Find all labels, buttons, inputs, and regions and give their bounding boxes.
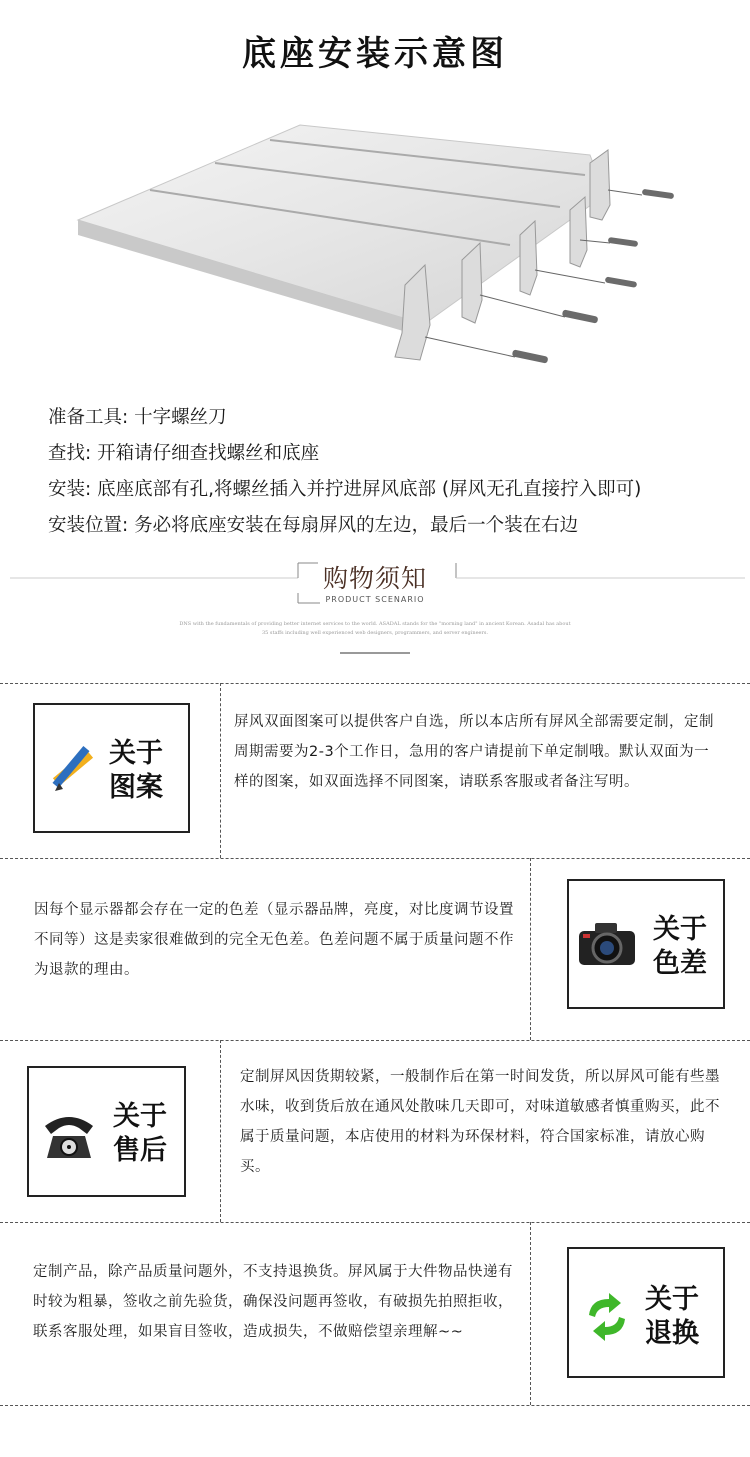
section-divider <box>0 1405 750 1406</box>
find-line: 查找: 开箱请仔细查找螺丝和底座 <box>48 443 320 464</box>
base-installation-illustration <box>30 95 720 395</box>
notice-title: 购物须知 <box>322 564 427 593</box>
install-line: 安装: 底座底部有孔,将螺丝插入并拧进屏风底部 (屏风无孔直接拧入即可) <box>48 479 642 500</box>
shopping-notice-header <box>0 545 750 665</box>
column-divider <box>530 1222 531 1405</box>
camera-icon <box>577 919 637 969</box>
section-divider <box>0 1040 750 1041</box>
return-exchange-text: 定制产品，除产品质量问题外，不支持退换货。屏风属于大件物品快递有时较为粗暴，签收之前先验货，确保没问题再签收，有破损先拍照拒收，联系客服处理，如果盲目签收，造成损失，不做赔偿望亲理解~~ <box>33 1264 513 1340</box>
after-sales-text: 定制屏风因货期较紧，一般制作后在第一时间发货，所以屏风可能有些墨水味，收到货后放在通风处散味几天即可，对味道敏感者慎重购买，此不属于质量问题，本店使用的材料为环保材料，符合国家标准，请放心购买。 <box>240 1069 720 1175</box>
section-divider <box>0 858 750 859</box>
pattern-text: 屏风双面图案可以提供客户自选，所以本店所有屏风全部需要定制，定制周期需要为2-3个工作日，急用的客户请提前下单定制哦。默认双面为一样的图案，如双面选择不同图案，请联系客服或者备注写明。 <box>234 714 714 790</box>
label-line-1: 关于 <box>645 1284 699 1315</box>
column-divider <box>220 1040 221 1222</box>
label-line-1: 关于 <box>113 1101 167 1132</box>
return-exchange-label <box>645 1283 699 1351</box>
telephone-icon <box>39 1108 99 1163</box>
position-line: 安装位置: 务必将底座安装在每扇屏风的左边，最后一个装在右边 <box>48 515 579 536</box>
label-line-2: 售后 <box>113 1135 167 1166</box>
column-divider <box>530 858 531 1040</box>
column-divider <box>220 683 221 858</box>
color-difference-text: 因每个显示器都会存在一定的色差（显示器品牌，亮度，对比度调节设置不同等）这是卖家很难做到的完全无色差。色差问题不属于质量问题不作为退款的理由。 <box>34 902 514 978</box>
tools-instructions <box>48 400 738 544</box>
page-title: 底座安装示意图 <box>242 34 508 74</box>
return-exchange-icon-box <box>567 1247 725 1378</box>
label-line-1: 关于 <box>653 914 707 945</box>
pattern-label <box>109 737 163 805</box>
notice-small-text-2: 35 staffs including well experienced web designers, programmers, and server engineers. <box>261 630 489 636</box>
after-sales-label <box>113 1100 167 1168</box>
label-line-2: 图案 <box>109 772 163 803</box>
color-difference-label <box>653 913 707 981</box>
pattern-icon-box <box>33 703 190 833</box>
label-line-2: 色差 <box>653 948 707 979</box>
after-sales-icon-box <box>27 1066 186 1197</box>
notice-subtitle: PRODUCT SCENARIO <box>325 595 425 604</box>
notice-small-text-1: DNS with the fundamentals of providing better internet services to the world. ASADAL stands for the "morning land" in ancient Korean. Asadal has about <box>179 621 571 627</box>
section-divider <box>0 683 750 684</box>
label-line-2: 退换 <box>645 1318 699 1349</box>
section-divider <box>0 1222 750 1223</box>
recycle-arrows-icon <box>581 1293 633 1341</box>
tools-line: 准备工具: 十字螺丝刀 <box>48 407 227 428</box>
pencil-ruler-icon <box>47 737 97 797</box>
label-line-1: 关于 <box>109 738 163 769</box>
color-difference-icon-box <box>567 879 725 1009</box>
